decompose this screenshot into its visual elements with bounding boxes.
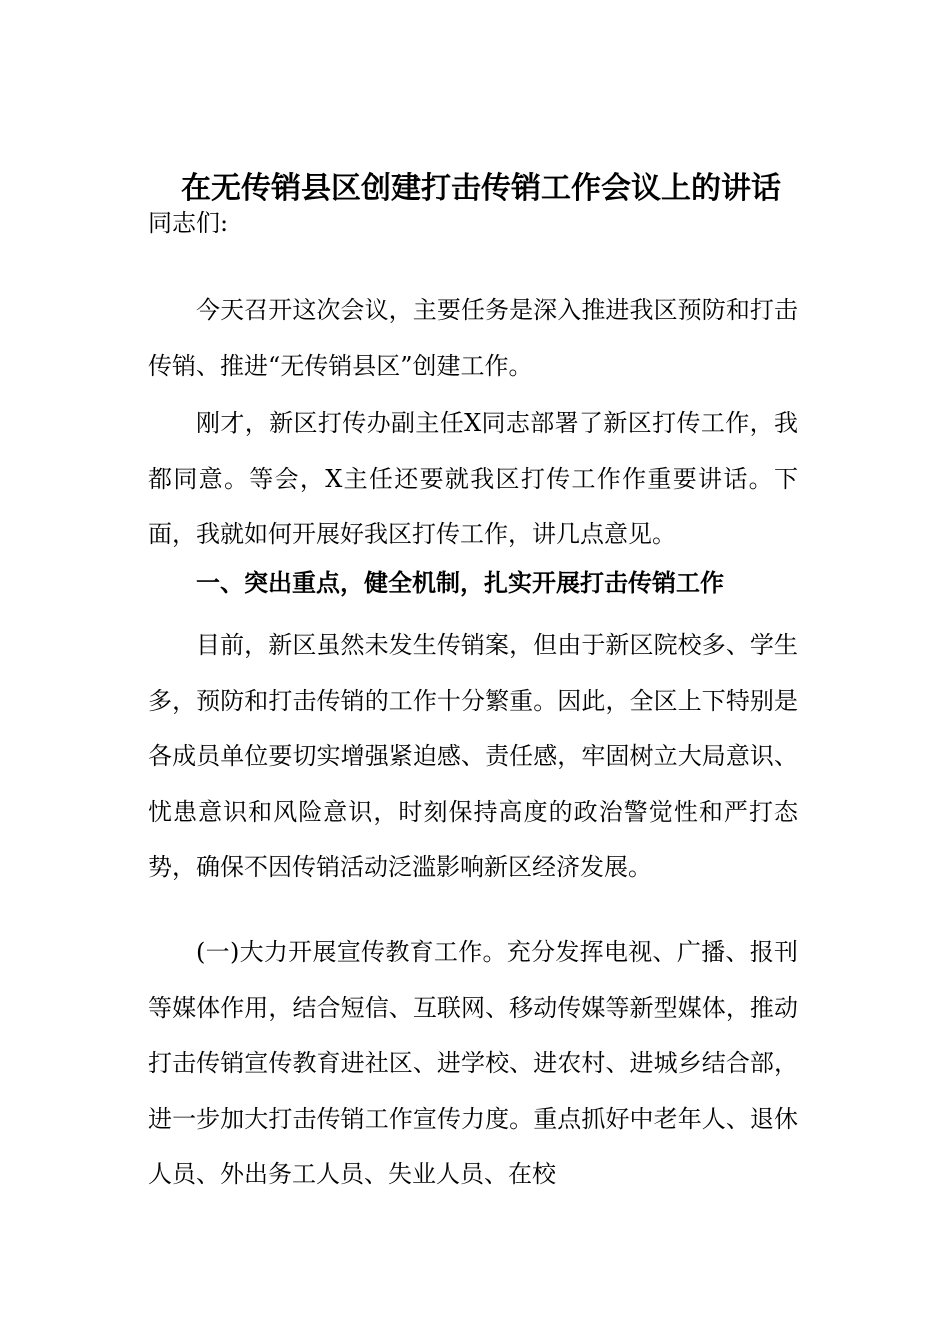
paragraph-publicity: (一)大力开展宣传教育工作。充分发挥电视、广播、报刊等媒体作用，结合短信、互联网、移动传媒等新型媒体，推动打击传销宣传教育进社区、进学校、进农村、进城乡结合部，进一步加大打击传销工作宣传力度。重点抓好中老年人、退休人员、外出务工人员、失业人员、在校: [148, 938, 798, 1188]
document-title: 在无传销县区创建打击传销工作会议上的讲话: [181, 171, 781, 206]
section-heading: 一、突出重点，健全机制，扎实开展打击传销工作: [196, 569, 724, 597]
salutation: 同志们:: [148, 209, 229, 237]
paragraph-agreement: 刚才，新区打传办副主任X同志部署了新区打传工作，我都同意。等会，X主任还要就我区打传工作作重要讲话。下面，我就如何开展好我区打传工作，讲几点意见。: [148, 409, 798, 548]
paragraph-opening: 今天召开这次会议，主要任务是深入推进我区预防和打击传销、推进“无传销县区”创建工作。: [148, 296, 798, 380]
paragraph-situation: 目前，新区虽然未发生传销案，但由于新区院校多、学生多，预防和打击传销的工作十分繁重。因此，全区上下特别是各成员单位要切实增强紧迫感、责任感，牢固树立大局意识、忧患意识和风险意识，时刻保持高度的政治警觉性和严打态势，确保不因传销活动泛滥影响新区经济发展。: [148, 631, 798, 881]
